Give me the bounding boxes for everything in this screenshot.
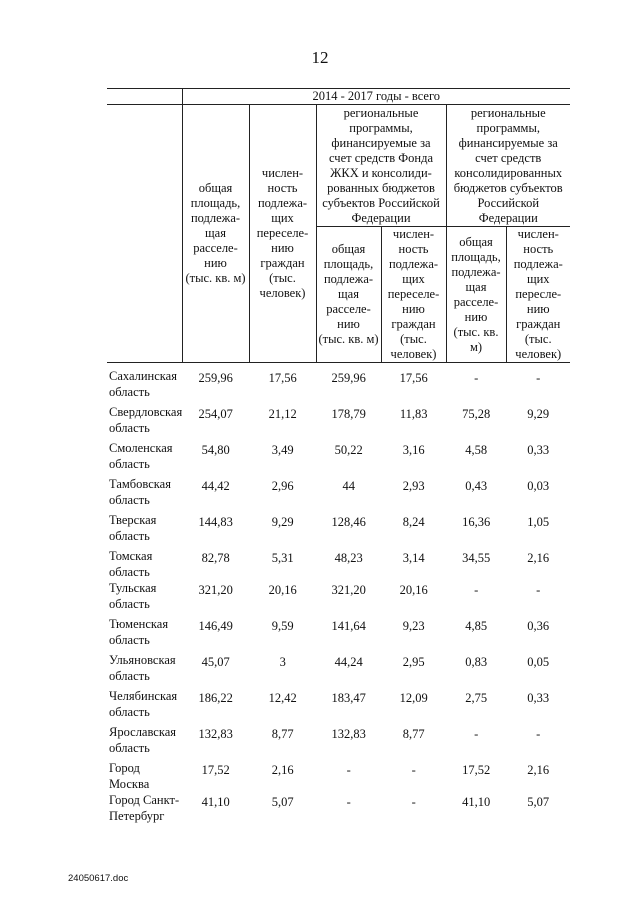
value-cell: 2,75 (465, 691, 488, 705)
value-cell: 45,07 (201, 655, 230, 669)
value-cell: 41,10 (201, 795, 230, 809)
header-line: нию (337, 317, 360, 331)
header-line: финансируемые за (331, 135, 431, 150)
region-name-line: область (109, 421, 150, 435)
region-name-line: Смоленская (109, 441, 173, 455)
header-line: бюджетов субъектов (453, 180, 563, 195)
header-line: (тыс. кв. м) (453, 324, 499, 354)
header-bottom-rule-2 (182, 363, 570, 364)
value-cell: 75,28 (462, 407, 491, 421)
region-name-line: Ульяновская (109, 653, 176, 667)
region-name (107, 760, 182, 792)
value-cell: - (474, 727, 479, 741)
header-line: нию (204, 256, 227, 270)
header-line: ность (523, 242, 554, 256)
header-line: подлежа- (451, 264, 501, 279)
value-cell: 44,42 (201, 479, 230, 493)
value-cell: 12,09 (399, 691, 428, 705)
header-line: региональные (343, 105, 419, 120)
value-cell: 5,07 (527, 795, 550, 809)
header-line: подлежа- (190, 211, 241, 225)
header-line: щая (205, 226, 226, 240)
value-cell: 2,93 (402, 479, 425, 493)
region-name-line: область (109, 385, 150, 399)
region-name-line: Тюменская (109, 617, 169, 631)
value-cell: 2,96 (271, 479, 294, 493)
region-name (107, 724, 182, 760)
region-name (107, 548, 182, 580)
header-line: числен- (517, 227, 559, 241)
table-row (107, 404, 570, 440)
value-cell: 34,55 (462, 551, 491, 565)
value-cell: 17,56 (399, 371, 428, 385)
header-line: переселе- (387, 287, 440, 301)
header-line: счет средств (475, 150, 542, 165)
value-cell: 5,07 (271, 795, 294, 809)
value-cell: 0,83 (465, 655, 488, 669)
header-line: площадь, (451, 249, 501, 264)
region-name (107, 368, 182, 404)
value-cell: 144,83 (198, 515, 233, 529)
header-line: (тыс. кв. м) (185, 271, 246, 285)
value-cell: 54,80 (201, 443, 230, 457)
value-cell: 21,12 (268, 407, 297, 421)
region-name-line: Тамбовская (109, 477, 171, 491)
table-body (107, 368, 570, 828)
value-cell: 41,10 (462, 795, 491, 809)
value-cell: - (411, 795, 416, 809)
header-name-cell (107, 105, 182, 227)
value-cell: 44,24 (334, 655, 363, 669)
value-cell: 44 (342, 479, 355, 493)
header-line: щих (526, 272, 550, 286)
header-regional-area (446, 227, 506, 363)
header-fund-people (381, 227, 446, 363)
header-top-rule (107, 89, 182, 105)
value-cell: - (474, 583, 479, 597)
value-cell: 0,33 (527, 691, 550, 705)
region-name-line: область (109, 529, 150, 543)
value-cell: 2,16 (527, 763, 550, 777)
value-cell: 1,05 (527, 515, 550, 529)
value-cell: 254,07 (198, 407, 233, 421)
header-bottom-rule (107, 363, 182, 364)
value-cell: 186,22 (198, 691, 233, 705)
region-name-line: Челябинская (109, 689, 178, 703)
table-row (107, 792, 570, 828)
table-row (107, 440, 570, 476)
header-line: Российской (477, 195, 540, 210)
region-name-line: Свердловская (109, 405, 183, 419)
header-line: граждан (260, 256, 305, 270)
region-name-line: Томская область (109, 549, 153, 579)
value-cell: 132,83 (331, 727, 366, 741)
header-line: щая (465, 279, 487, 294)
header-line: граждан (391, 317, 436, 331)
header-line: ность (267, 181, 298, 195)
table-row (107, 760, 570, 792)
region-name-line: Ярославская (109, 725, 177, 739)
region-name (107, 652, 182, 688)
header-line: нию (464, 309, 488, 324)
value-cell: 141,64 (331, 619, 366, 633)
region-name-line: область (109, 457, 150, 471)
value-cell: - (346, 763, 351, 777)
value-cell: 17,52 (201, 763, 230, 777)
value-cell: 8,77 (402, 727, 425, 741)
table-row (107, 724, 570, 760)
region-name (107, 440, 182, 476)
value-cell: 17,56 (268, 371, 297, 385)
region-name (107, 512, 182, 548)
region-name-line: область (109, 633, 150, 647)
data-table (107, 368, 570, 828)
value-cell: 3 (279, 655, 286, 669)
header-line: счет средств Фонда (328, 150, 434, 165)
value-cell: 0,33 (527, 443, 550, 457)
header-line: региональные (470, 105, 546, 120)
header-line: нию (526, 302, 550, 316)
header-line: площадь, (190, 196, 241, 210)
value-cell: 48,23 (334, 551, 363, 565)
value-cell: - (536, 371, 541, 385)
region-name-line: Петербург (109, 809, 165, 823)
header-line: человек) (259, 286, 306, 300)
header-line: граждан (516, 317, 561, 331)
table-row (107, 476, 570, 512)
value-cell: 146,49 (198, 619, 233, 633)
table-row (107, 512, 570, 548)
value-cell: 4,58 (465, 443, 488, 457)
value-cell: 9,29 (271, 515, 294, 529)
region-name-line: область (109, 741, 150, 755)
region-name-line: Тульская (109, 581, 157, 595)
region-name-line: Тверская (109, 513, 157, 527)
footer-filename: 24050617.doc (68, 873, 129, 884)
header-line: рованных бюджетов (327, 180, 435, 195)
header-line: числен- (392, 227, 435, 241)
table-row (107, 688, 570, 724)
header-line: общая (331, 242, 366, 256)
value-cell: 2,95 (402, 655, 425, 669)
region-name (107, 580, 182, 616)
table-row (107, 368, 570, 404)
header-line: расселе- (326, 302, 371, 316)
header-line: нию (402, 302, 425, 316)
table-row (107, 652, 570, 688)
header-line: числен- (261, 166, 304, 180)
header-line: нию (271, 241, 294, 255)
value-cell: - (536, 583, 541, 597)
header-line: расселе- (453, 294, 499, 309)
header-line: субъектов Российской (322, 195, 440, 210)
header-line: пересле- (515, 287, 562, 301)
region-name-line: Город Санкт- (109, 793, 180, 807)
header-fund-area (316, 227, 381, 363)
value-cell: 50,22 (334, 443, 363, 457)
header-line: (тыс. кв. м) (318, 332, 379, 346)
header-line: Федерации (478, 210, 538, 225)
value-cell: 9,59 (271, 619, 294, 633)
header-line: ЖКХ и консолиди- (330, 165, 432, 180)
value-cell: - (474, 371, 479, 385)
value-cell: 0,05 (527, 655, 550, 669)
header-period: 2014 - 2017 годы - всего (182, 89, 570, 105)
value-cell: 3,14 (402, 551, 425, 565)
value-cell: 0,03 (527, 479, 550, 493)
value-cell: 259,96 (198, 371, 233, 385)
header-line: расселе- (193, 241, 238, 255)
header-line: (тыс. (400, 332, 427, 346)
region-name (107, 616, 182, 652)
value-cell: 321,20 (198, 583, 233, 597)
value-cell: 259,96 (331, 371, 366, 385)
header-line: программы, (349, 120, 413, 135)
page-number: 12 (311, 48, 329, 67)
value-cell: - (411, 763, 416, 777)
header-total-people (249, 105, 316, 363)
table-row (107, 548, 570, 580)
header-line: программы, (476, 120, 540, 135)
value-cell: 16,36 (462, 515, 491, 529)
header-line: (тыс. (524, 332, 552, 346)
header-regional-people (506, 227, 570, 363)
header-line: подлежа- (257, 196, 308, 210)
header-line: общая (459, 234, 493, 249)
value-cell: 321,20 (331, 583, 366, 597)
header-line: щих (271, 211, 294, 225)
table-row (107, 616, 570, 652)
value-cell: 128,46 (331, 515, 366, 529)
header-regional-group (446, 105, 570, 227)
header-line: ность (398, 242, 429, 256)
region-name (107, 476, 182, 512)
value-cell: 20,16 (399, 583, 428, 597)
value-cell: 183,47 (331, 691, 366, 705)
value-cell: 3,49 (271, 443, 294, 457)
value-cell: 11,83 (399, 407, 428, 421)
value-cell: 2,16 (527, 551, 550, 565)
header-line: Федерации (351, 210, 411, 225)
value-cell: 0,36 (527, 619, 550, 633)
header-line: щих (402, 272, 425, 286)
value-cell: 8,24 (402, 515, 425, 529)
table-row (107, 580, 570, 616)
header-fund-group (316, 105, 446, 227)
region-name-line: область (109, 493, 150, 507)
value-cell: 2,16 (271, 763, 294, 777)
header-line: подлежа- (388, 257, 439, 271)
header-line: подлежа- (513, 257, 563, 271)
header-name-cell-2 (107, 227, 182, 363)
value-cell: 4,85 (465, 619, 488, 633)
value-cell: 17,52 (462, 763, 491, 777)
header-line: консолидированных (454, 165, 563, 180)
region-name (107, 688, 182, 724)
header-line: человек) (515, 347, 562, 361)
header-line: переселе- (256, 226, 309, 240)
value-cell: 12,42 (268, 691, 297, 705)
value-cell: 8,77 (271, 727, 294, 741)
header-line: щая (338, 287, 359, 301)
value-cell: 132,83 (198, 727, 233, 741)
region-name-line: область (109, 669, 150, 683)
header-line: человек) (390, 347, 437, 361)
value-cell: 20,16 (268, 583, 297, 597)
value-cell: 5,31 (271, 551, 294, 565)
region-name-line: область (109, 705, 150, 719)
value-cell: 9,23 (402, 619, 425, 633)
header-line: финансируемые за (458, 135, 558, 150)
value-cell: 3,16 (402, 443, 425, 457)
header-line: площадь, (323, 257, 374, 271)
value-cell: - (346, 795, 351, 809)
region-name (107, 404, 182, 440)
region-name-line: Город Москва (109, 761, 150, 791)
header-line: общая (198, 181, 233, 195)
table-header (107, 88, 570, 363)
value-cell: - (536, 727, 541, 741)
value-cell: 9,29 (527, 407, 550, 421)
value-cell: 0,43 (465, 479, 488, 493)
region-name-line: область (109, 597, 150, 611)
value-cell: 178,79 (331, 407, 366, 421)
header-line: (тыс. (269, 271, 296, 285)
region-name (107, 792, 182, 828)
header-total-area (182, 105, 249, 363)
region-name-line: Сахалинская (109, 369, 177, 383)
header-line: подлежа- (323, 272, 374, 286)
value-cell: 82,78 (201, 551, 230, 565)
